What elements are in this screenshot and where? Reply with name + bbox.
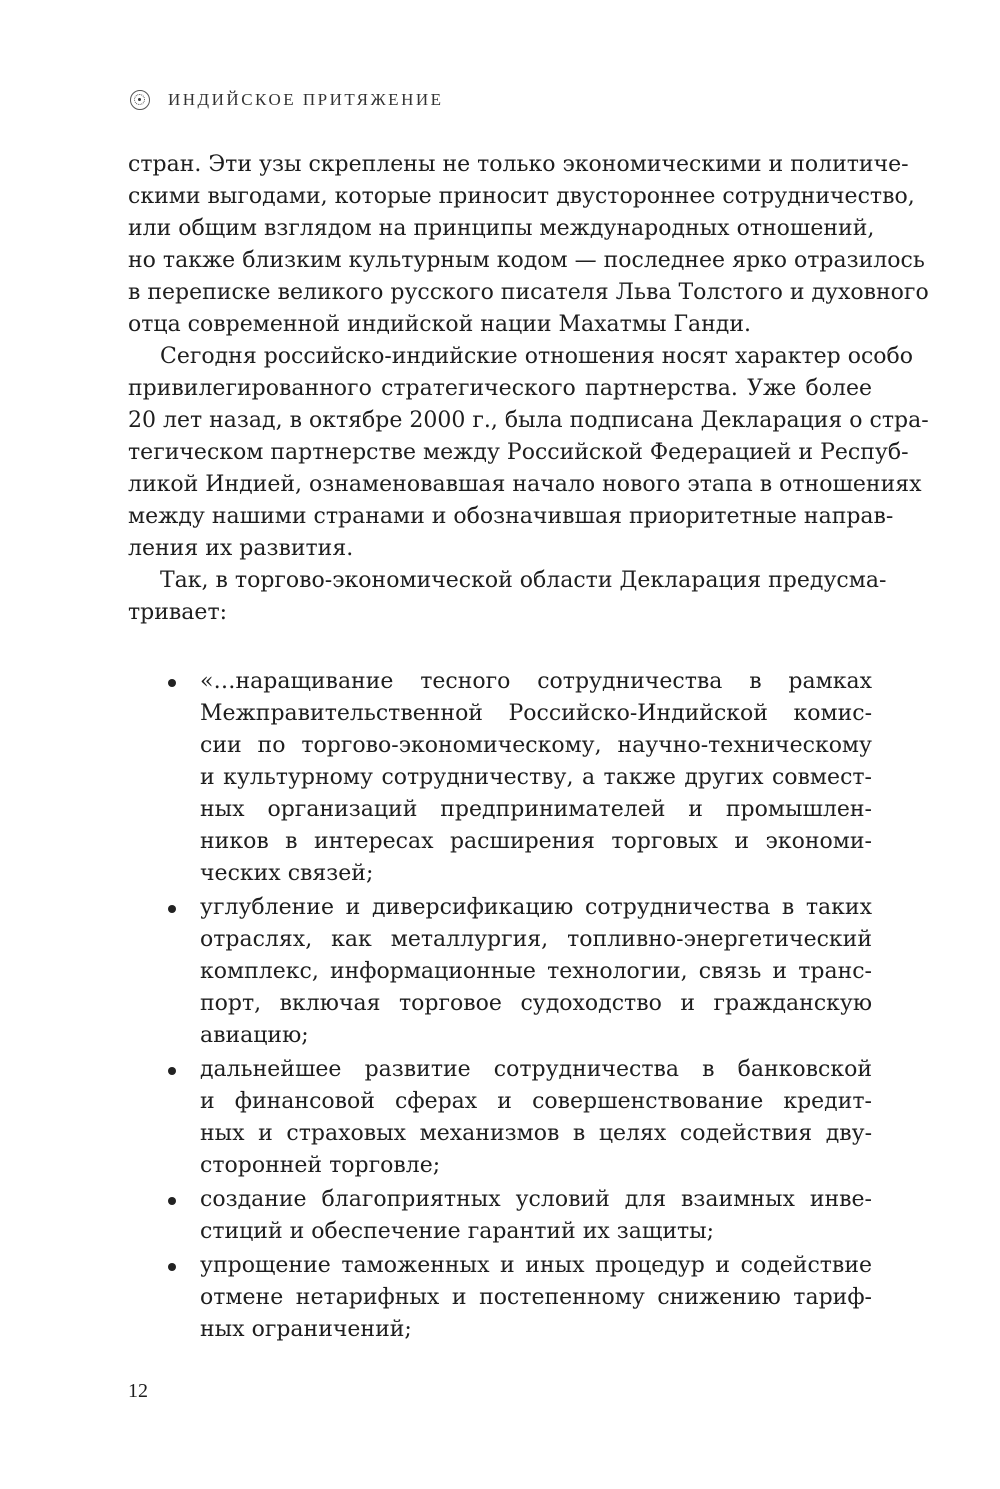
text-line: ческих связей; <box>200 861 374 886</box>
text-line: Так, в торгово-экономической области Декларация предусма- <box>160 568 887 593</box>
text-line: стиций и обеспечение гарантий их защиты; <box>200 1219 715 1244</box>
bullet-icon <box>168 679 176 687</box>
text-line: порт, включая торговое судоходство и гражданскую <box>200 991 872 1016</box>
text-line: ных ограничений; <box>200 1317 412 1342</box>
text-line: или общим взглядом на принципы международных отношений, <box>128 216 875 241</box>
text-line: отмене нетарифных и постепенному снижению тариф- <box>200 1285 872 1310</box>
page-body <box>128 149 929 1348</box>
bullet-icon <box>168 1067 176 1075</box>
text-line: Сегодня российско-индийские отношения носят характер особо <box>160 344 914 369</box>
text-line: между нашими странами и обозначившая приоритетные направ- <box>128 504 894 529</box>
paragraph <box>128 149 929 341</box>
running-header <box>130 88 444 112</box>
text-line: дальнейшее развитие сотрудничества в банковской <box>200 1057 872 1082</box>
text-line: в переписке великого русского писателя Льва Толстого и духовного <box>128 280 929 305</box>
paragraph <box>128 341 929 565</box>
text-line: ных и страховых механизмов в целях содействия дву- <box>200 1121 872 1146</box>
text-line: углубление и диверсификацию сотрудничества в таких <box>200 895 872 920</box>
page-number: 12 <box>128 1380 148 1402</box>
text-line: отца современной индийской нации Махатмы Ганди. <box>128 312 752 337</box>
text-line: «…наращивание тесного сотрудничества в рамках <box>200 669 872 694</box>
text-line: привилегированного стратегического партнерства. Уже более <box>128 376 872 401</box>
text-line: тривает: <box>128 600 228 625</box>
running-title: ИНДИЙСКОЕ ПРИТЯЖЕНИЕ <box>168 90 444 109</box>
bullet-icon <box>168 905 176 913</box>
bullet-list <box>128 666 872 1346</box>
text-line: и культурному сотрудничеству, а также других совмест- <box>200 765 872 790</box>
text-line: но также близким культурным кодом — последнее ярко отразилось <box>128 248 925 273</box>
text-line: создание благоприятных условий для взаимных инве- <box>200 1187 872 1212</box>
text-line: отраслях, как металлургия, топливно-энергетический <box>200 927 872 952</box>
text-line: ников в интересах расширения торговых и экономи- <box>200 829 872 854</box>
list-item <box>128 892 872 1052</box>
paragraphs <box>128 149 929 629</box>
text-line: Межправительственной Российско-Индийской комис- <box>200 701 872 726</box>
text-line: сторонней торговле; <box>200 1153 441 1178</box>
list-item <box>128 1054 872 1182</box>
text-line: ликой Индией, ознаменовавшая начало нового этапа в отношениях <box>128 472 922 497</box>
text-line: скими выгодами, которые приносит двустороннее сотрудничество, <box>128 184 915 209</box>
bullet-icon <box>168 1197 176 1205</box>
text-line: комплекс, информационные технологии, связь и транс- <box>200 959 872 984</box>
round-emblem-icon <box>130 90 150 110</box>
list-item <box>128 1250 872 1346</box>
paragraph <box>128 565 887 629</box>
text-line: упрощение таможенных и иных процедур и содействие <box>200 1253 872 1278</box>
text-line: сии по торгово-экономическому, научно-техническому <box>200 733 872 758</box>
text-line: ления их развития. <box>128 536 354 561</box>
text-line: тегическом партнерстве между Российской Федерацией и Респуб- <box>128 440 909 465</box>
list-item <box>128 666 872 890</box>
text-line: ных организаций предпринимателей и промышлен- <box>200 797 872 822</box>
text-line: и финансовой сферах и совершенствование кредит- <box>200 1089 872 1114</box>
list-item <box>128 1184 872 1248</box>
text-line: авиацию; <box>200 1023 309 1048</box>
text-line: стран. Эти узы скреплены не только экономическими и политиче- <box>128 152 909 177</box>
text-line: 20 лет назад, в октябре 2000 г., была подписана Декларация о стра- <box>128 408 929 433</box>
bullet-icon <box>168 1263 176 1271</box>
